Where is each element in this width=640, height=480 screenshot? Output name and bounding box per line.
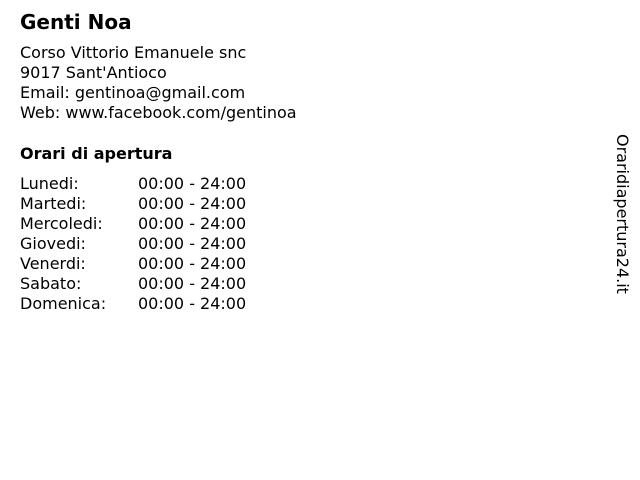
- opening-hours-heading: Orari di apertura: [20, 144, 173, 163]
- business-name: Genti Noa: [20, 10, 132, 34]
- time-range: 00:00 - 24:00: [138, 294, 247, 313]
- day-label: Martedi:: [20, 194, 87, 213]
- day-label: Lunedi:: [20, 174, 79, 193]
- website-line: Web: www.facebook.com/gentinoa: [20, 103, 297, 122]
- time-range: 00:00 - 24:00: [138, 214, 247, 233]
- day-label: Giovedi:: [20, 234, 86, 253]
- day-label: Venerdi:: [20, 254, 86, 273]
- day-label: Sabato:: [20, 274, 82, 293]
- time-range: 00:00 - 24:00: [138, 274, 247, 293]
- email-line: Email: gentinoa@gmail.com: [20, 83, 246, 102]
- day-label: Mercoledi:: [20, 214, 103, 233]
- time-range: 00:00 - 24:00: [138, 254, 247, 273]
- contact-info: [20, 43, 297, 123]
- vertical-brand-label: [612, 134, 632, 310]
- address-city: 9017 Sant'Antioco: [20, 63, 167, 82]
- address-street: Corso Vittorio Emanuele snc: [20, 43, 247, 62]
- time-range: 00:00 - 24:00: [138, 174, 247, 193]
- site-name: Oraridiapertura24.it: [613, 134, 632, 294]
- time-range: 00:00 - 24:00: [138, 194, 247, 213]
- day-label: Domenica:: [20, 294, 107, 313]
- time-range: 00:00 - 24:00: [138, 234, 247, 253]
